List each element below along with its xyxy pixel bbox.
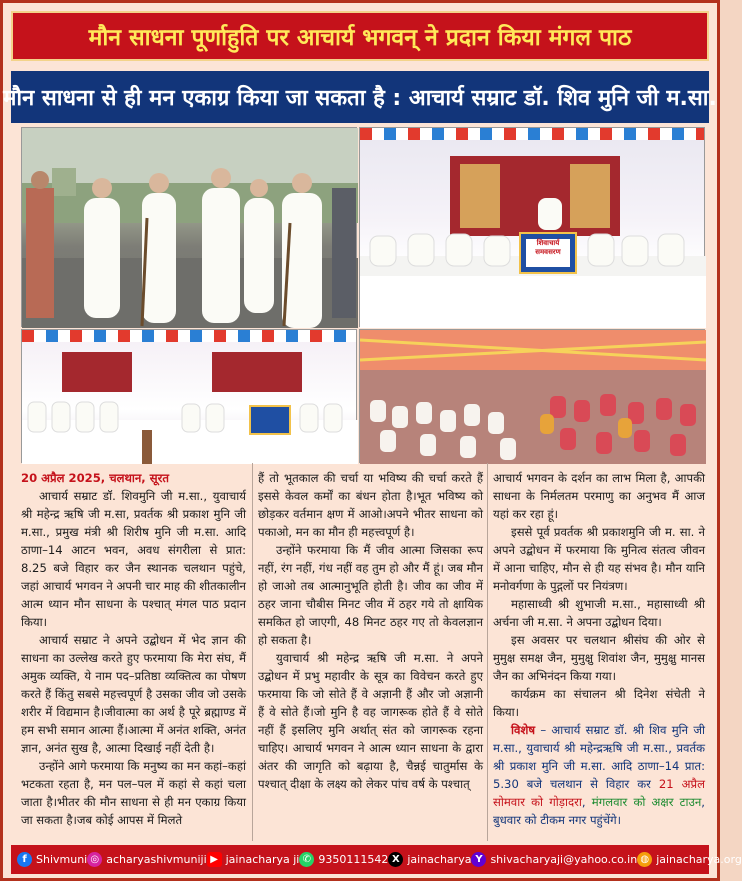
special-sep: , [581, 795, 592, 809]
special-highlight-1: 21 अप्रैल सोमवार को गोड़ादरा [493, 777, 705, 809]
special-text: – आचार्य सम्राट डॉ. श्री शिव मुनि जी म.सा., युवाचार्य श्री महेन्द्रऋषि जी म.सा., प्रवर्तक श्री प्रकाश मुनि जी म.सा. आदि ठाणा–14 प्रात: 5.30 बजे चलथान से विहार कर [493, 723, 705, 791]
youtube-icon: ▶ [207, 852, 222, 867]
paragraph: आचार्य भगवन के दर्शन का लाभ मिला है, आपकी साधना के निर्मलतम परमाणु का अनुभव मैं आज यहां कर रहा हूं। [493, 471, 705, 521]
footer-whatsapp[interactable] [299, 852, 388, 867]
yahoo-mail-icon: Y [471, 852, 486, 867]
footer-youtube[interactable] [207, 852, 300, 867]
paragraph: महासाध्वी श्री शुभाजी म.सा., महासाध्वी श्री अर्चना जी म.सा. ने अपना उद्बोधन दिया। [493, 597, 705, 629]
facebook-icon: f [17, 852, 32, 867]
email-address: shivacharyaji@yahoo.co.in [490, 853, 638, 866]
photo-procession [21, 127, 357, 327]
article-column-3 [493, 469, 705, 841]
instagram-icon: ◎ [87, 852, 102, 867]
special-label: विशेष [511, 723, 536, 737]
youtube-handle: jainacharya ji [225, 853, 300, 866]
column-divider [252, 463, 253, 841]
photo-stage [359, 127, 705, 327]
instagram-handle: acharyashivmuniji [106, 853, 207, 866]
headline: मौन साधना पूर्णाहुति पर आचार्य भगवन् ने प्रदान किया मंगल पाठ [11, 11, 709, 61]
procession-illustration [22, 128, 358, 328]
footer-contact-bar [11, 845, 742, 874]
website-url: jainacharya.org [656, 853, 742, 866]
paragraph: युवाचार्य श्री महेन्द्र ऋषि जी म.सा. ने अपने उद्बोधन में प्रभु महावीर के सूत्र का विवेचन करते हुए फरमाया कि जो सोते हैं वे अज्ञानी हैं और जो अज्ञानी हैं वे सोते हैं।जो मुनि है वह जागरूक होते हैं वे सोते नहीं हैं इसलिए मुनि अर्थात् संत को जागरूक रहना चाहिए। आचार्य भगवन ने आत्म ध्यान साधना के द्वारा अंतर की जागृति को बढ़ाया है, चैन्नई चातुर्मास के पश्चात् दीक्षा के लक्ष्य को लेकर पांच वर्ष के पश्चात् [258, 651, 483, 791]
subheadline: मौन साधना से ही मन एकाग्र किया जा सकता है : आचार्य सम्राट डॉ. शिव मुनि जी म.सा. [11, 71, 709, 123]
footer-email[interactable] [471, 852, 637, 867]
paragraph: हैं तो भूतकाल की चर्चा या भविष्य की चर्चा करते हैं इससे केवल कर्मों का बंधन होता है।भूत भविष्य को छोड़कर वर्तमान क्षण में आओ।अपने भीतर साधना को पकाओ, मन का मौन ही महत्त्वपूर्ण है। [258, 471, 483, 539]
paragraph: इससे पूर्व प्रवर्तक श्री प्रकाशमुनि जी म. सा. ने अपने उद्बोधन में फरमाया कि मुनित्व संतत्व जीवन में आना चाहिए, मौन से ही यह संभव है। मौन यानि मनोवर्गणा के पुद्गलों पर नियंत्रण। [493, 525, 705, 593]
paragraph: आचार्य सम्राट ने अपने उद्बोधन में भेद ज्ञान की साधना का उल्लेख करते हुए फरमाया कि मेरा संघ, मैं अमुक व्यक्ति, ये नाम पद–प्रतिष्ठा व्यक्तित्व का पोषण करते हैं किंतु सबसे महत्त्वपूर्ण है उसका जीव जो उसके शरीर में विद्यमान है।जीवात्मा का अर्थ है पूरे ब्रह्माण्ड में हम सभी समान आत्मा हैं।आत्मा में अनंत शक्ति, अनंत ज्ञान, अनंत सुख है, आत्मा दिखाई नहीं देती है। [21, 633, 246, 755]
photo-audience [359, 329, 705, 463]
footer-website[interactable] [637, 852, 742, 867]
globe-icon: ◍ [637, 852, 652, 867]
dateline: 20 अप्रैल 2025, चलथान, सूरत [21, 471, 169, 485]
footer-facebook[interactable] [17, 852, 87, 867]
special-tail: , बुधवार को टीकम नगर पहुंचेंगे। [493, 795, 705, 827]
article-column-1 [21, 469, 246, 841]
footer-instagram[interactable] [87, 852, 206, 867]
column-divider [487, 463, 488, 841]
paragraph: आचार्य सम्राट डॉ. शिवमुनि जी म.सा., युवाचार्य श्री महेन्द्र ऋषि जी म.सा, प्रवर्तक श्री प्रकाश मुनि जी म.सा., प्रमुख मंत्री श्री शिरीष मुनि जी म.सा. आदि ठाणा–14 आटन भवन, अवध संगरीला से प्रात: 8.25 बजे विहार कर जैन स्थानक चलथान पहुंचे, जहां आचार्य भगवन ने अपनी चार माह की शीतकालीन आत्म ध्यान मौन साधना के पश्चात् मंगल पाठ प्रदान किया। [21, 489, 246, 629]
hall-illustration [22, 330, 358, 464]
whatsapp-number: 9350111542 [318, 853, 389, 866]
paragraph: उन्होंने आगे फरमाया कि मनुष्य का मन कहां–कहां भटकता रहता है, मन पल–पल में कहां से कहां चला जाता है।भीतर की मौन साधना से ही मन एकाग्र किया जा सकता है।जब कोई आपस में मिलते [21, 759, 246, 827]
article-column-2 [258, 469, 483, 841]
facebook-handle: Shivmuni [36, 853, 88, 866]
photo-hall [21, 329, 357, 463]
audience-illustration [360, 330, 706, 464]
stage-illustration [360, 128, 706, 328]
footer-twitter[interactable] [388, 852, 471, 867]
stage-banner-text: शिवाचार्य समवसरण [535, 239, 561, 256]
whatsapp-icon: ✆ [299, 852, 314, 867]
paragraph: इस अवसर पर चलथान श्रीसंघ की ओर से मुमुक्ष समक्ष जैन, मुमुक्षु शिवांश जैन, मुमुक्षु मानस जैन का अभिनंदन किया गया। [493, 633, 705, 683]
special-note [493, 721, 705, 829]
paragraph: कार्यक्रम का संचालन श्री दिनेश संचेती ने किया। [493, 687, 705, 719]
x-twitter-icon: X [388, 852, 403, 867]
paragraph: उन्होंने फरमाया कि मैं जीव आत्मा जिसका रूप नहीं, रंग नहीं, गंध नहीं वह तुम हो और मैं हूं। जब मौन हो जाओ तब आत्मानुभूति होती है। जीव का जीव में ठहर जाना चौबीस मिनट जीव में ठहर गये तो क्षायिक समकित हो जाएगी, 48 मिनट ठहर गए तो केवलज्ञान हो सकता है। [258, 543, 483, 647]
special-highlight-2: मंगलवार को अक्षर टाउन [591, 795, 702, 809]
twitter-handle: jainacharya [407, 853, 472, 866]
